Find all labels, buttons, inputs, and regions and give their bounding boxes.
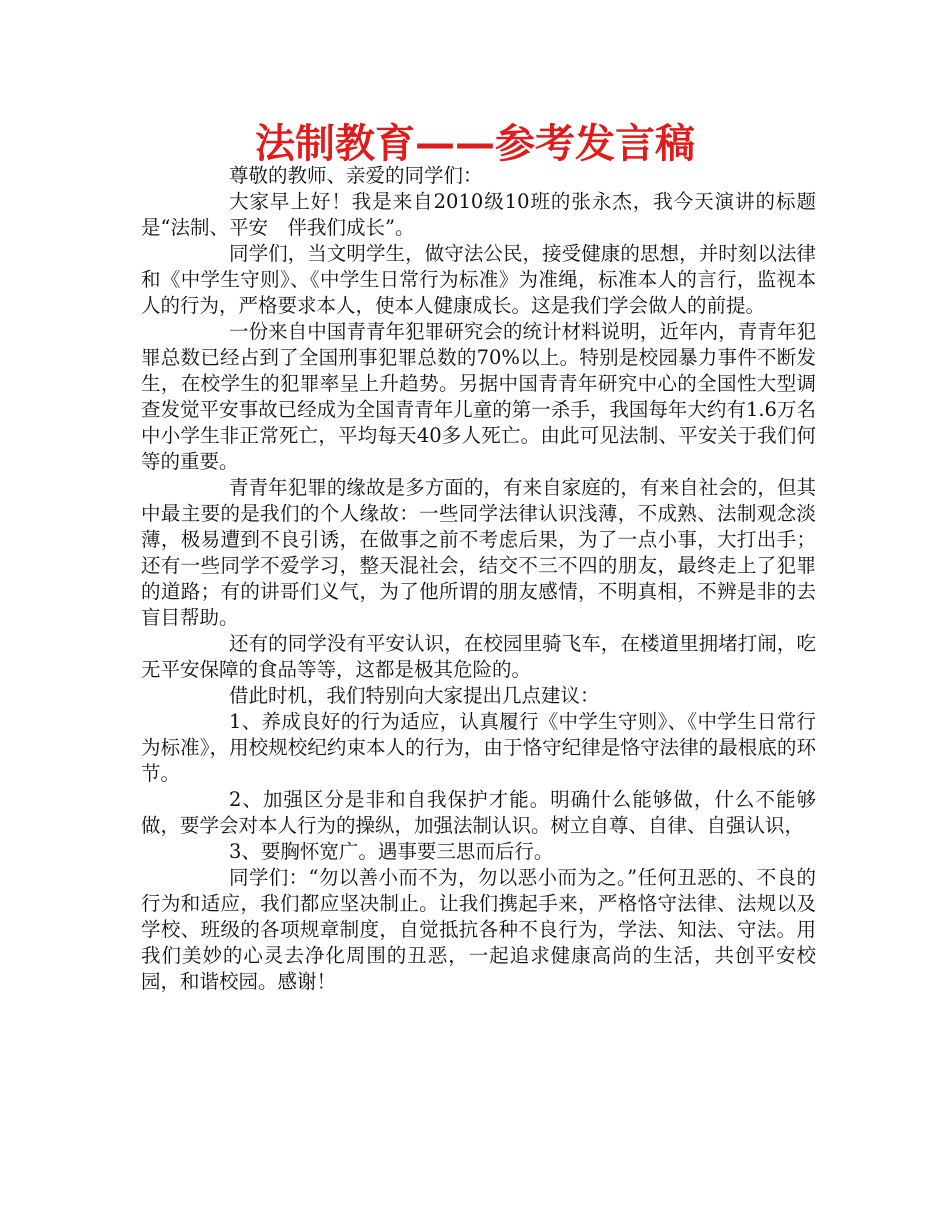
paragraph-suggestions-intro: 借此时机，我们特别向大家提出几点建议： [229,684,600,707]
document-body [141,163,816,995]
paragraph-suggestion-2: 2、加强区分是非和自我保护才能。明确什么能够做，什么不能够做，要学会对本人行为的操纵，加强法制认识。树立自尊、自律、自强认识， [141,788,816,837]
paragraph-conclusion: 同学们：“勿以善小而不为，勿以恶小而为之。”任何丑恶的、不良的行为和适应，我们都应坚决制止。让我们携起手来，严格恪守法律、法规以及学校、班级的各项规章制度，自觉抵抗各种不良行为，学法、知法、守法。用我们美妙的心灵去净化周围的丑恶，一起追求健康高尚的生活，共创平安校园，和谐校园。感谢！ [141,866,816,993]
paragraph-suggestion-3: 3、要胸怀宽广。遇事要三思而后行。 [229,840,554,863]
paragraph-safety: 还有的同学没有平安认识，在校园里骑飞车，在楼道里拥堵打闹，吃无平安保障的食品等等，这都是极其危险的。 [141,632,816,681]
paragraph-civic-duty: 同学们，当文明学生，做守法公民，接受健康的思想，并时刻以法律和《中学生守则》、《中学生日常行为标准》为准绳，标准本人的言行，监视本人的行为，严格要求本人，使本人健康成长。这是我们学会做人的前提。 [141,242,816,317]
paragraph-introduction: 大家早上好！我是来自2010级10班的张永杰，我今天演讲的标题是“法制、平安 伴我们成长”。 [141,190,816,239]
paragraph-suggestion-1: 1、养成良好的行为适应，认真履行《中学生守则》、《中学生日常行为标准》，用校规校纪约束本人的行为，由于恪守纪律是恪守法律的最根底的环节。 [141,710,816,785]
paragraph-statistics: 一份来自中国青青年犯罪研究会的统计材料说明，近年内，青青年犯罪总数已经占到了全国刑事犯罪总数的70%以上。特别是校园暴力事件不断发生，在校学生的犯罪率呈上升趋势。另据中国青青年研究中心的全国性大型调查发觉平安事故已经成为全国青青年儿童的第一杀手，我国每年大约有1.6万名中小学生非正常死亡，平均每天40多人死亡。由此可见法制、平安关于我们何等的重要。 [141,320,816,473]
paragraph-causes: 青青年犯罪的缘故是多方面的，有来自家庭的，有来自社会的，但其中最主要的是我们的个人缘故：一些同学法律认识浅薄，不成熟、法制观念淡薄，极易遭到不良引诱，在做事之前不考虑后果，为了一点小事，大打出手；还有一些同学不爱学习，整天混社会，结交不三不四的朋友，最终走上了犯罪的道路；有的讲哥们义气，为了他所谓的朋友感情，不明真相，不辨是非的去盲目帮助。 [141,476,816,629]
paragraph-greeting: 尊敬的教师、亲爱的同学们： [229,164,483,187]
document-title: 法制教育——参考发言稿 [255,121,695,167]
